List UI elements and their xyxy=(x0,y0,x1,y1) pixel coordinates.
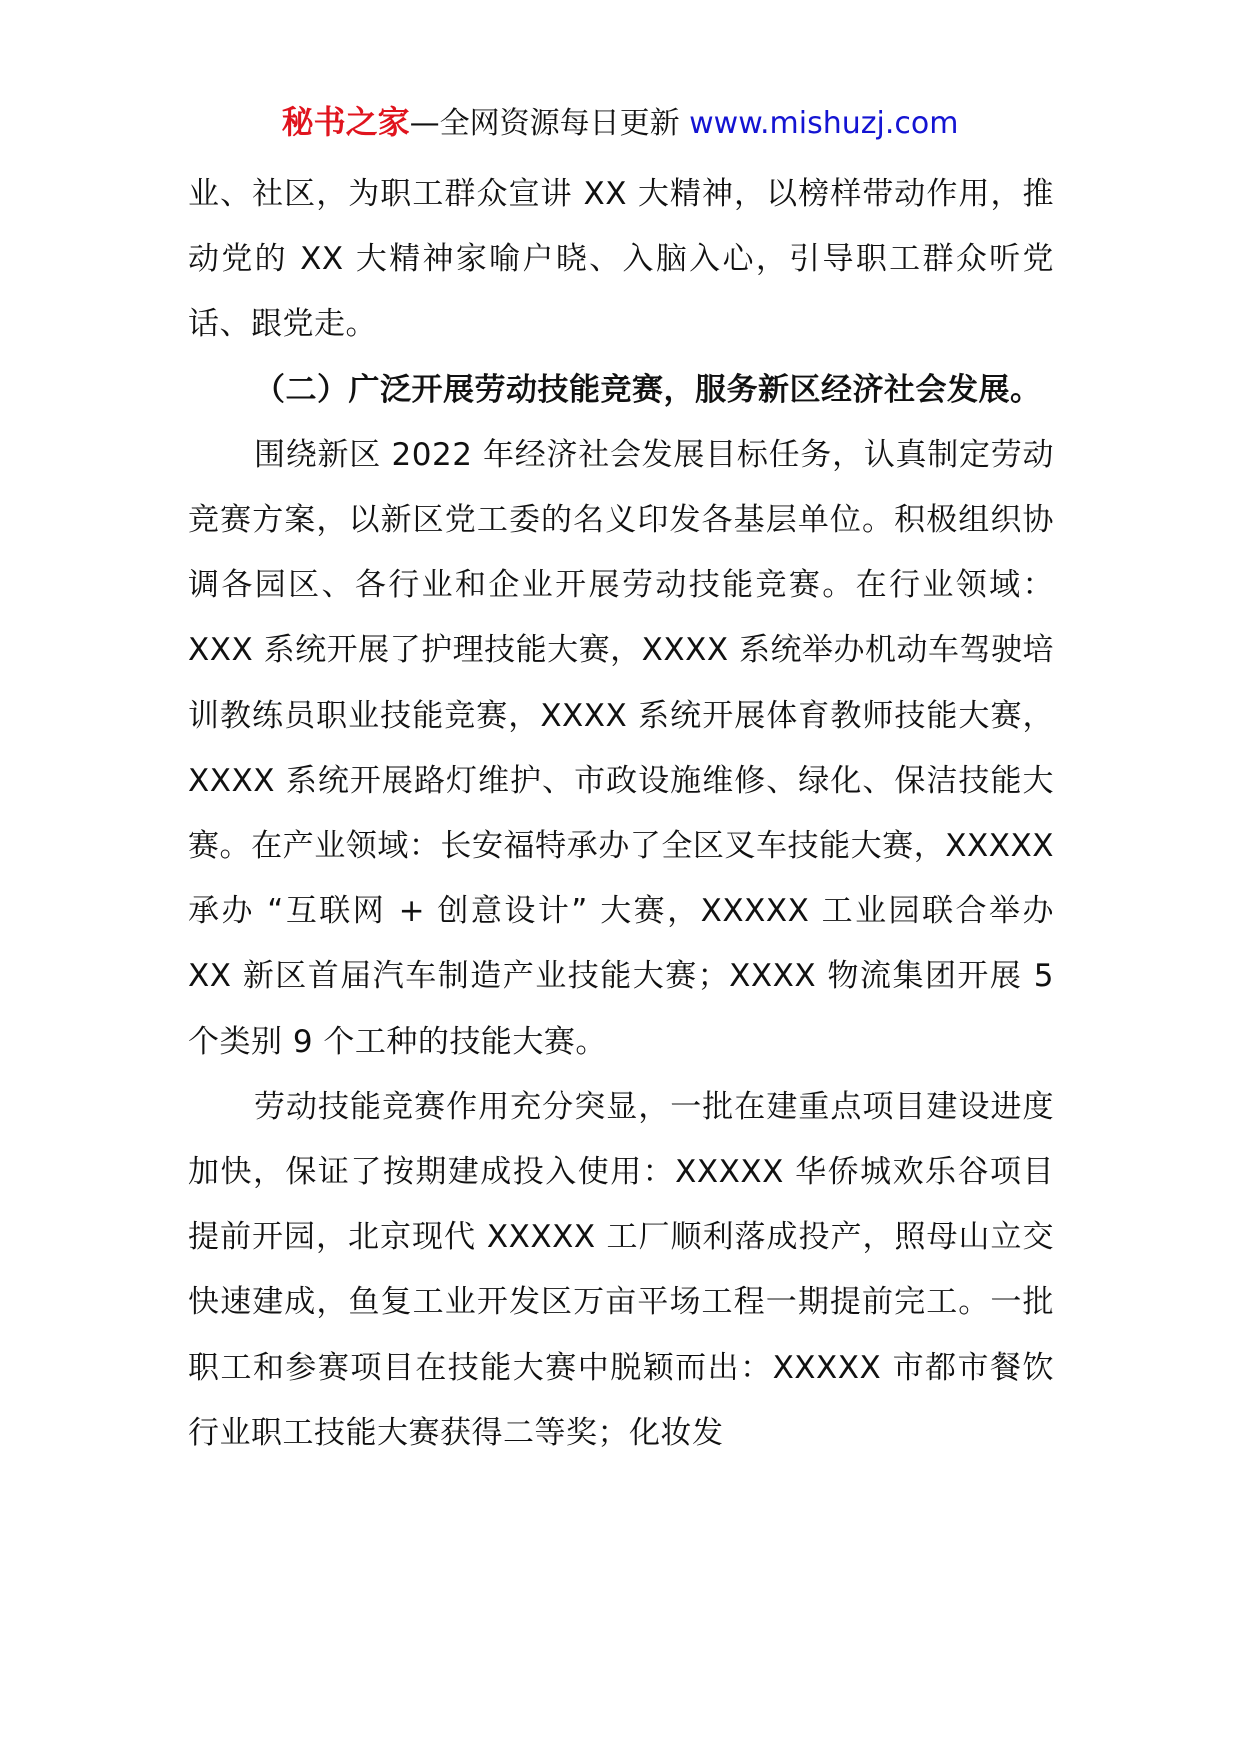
section-heading: （二）广泛开展劳动技能竞赛，服务新区经济社会发展。 xyxy=(254,371,1042,408)
paragraph-continuation: 业、社区，为职工群众宣讲 XX 大精神，以榜样带动作用，推动党的 XX 大精神家喻户晓、入脑入心，引导职工群众听党话、跟党走。 xyxy=(188,176,1054,343)
site-header xyxy=(0,100,1240,146)
document-body xyxy=(188,162,1054,1466)
site-url-link[interactable]: www.mishuzj.com xyxy=(689,106,959,141)
brand-name: 秘书之家 xyxy=(281,103,410,141)
paragraph-competitions: 围绕新区 2022 年经济社会发展目标任务，认真制定劳动竞赛方案，以新区党工委的名义印发各基层单位。积极组织协调各园区、各行业和企业开展劳动技能竞赛。在行业领域：XXX 系统开展了护理技能大赛，XXXX 系统举办机动车驾驶培训教练员职业技能竞赛，XXXX 系统开展体育教师技能大赛，XXXX 系统开展路灯维护、市政设施维修、绿化、保洁技能大赛。在产业领域：长安福特承办了全区叉车技能大赛，XXXXX 承办 “互联网 + 创意设计” 大赛，XXXXX 工业园联合举办 XX 新区首届汽车制造产业技能大赛；XXXX 物流集团开展 5 个类别 9 个工种的技能大赛。 xyxy=(188,436,1054,1060)
paragraph-results: 劳动技能竞赛作用充分突显，一批在建重点项目建设进度加快，保证了按期建成投入使用：XXXXX 华侨城欢乐谷项目提前开园，北京现代 XXXXX 工厂顺利落成投产，照母山立交快速建成，鱼复工业开发区万亩平场工程一期提前完工。一批职工和参赛项目在技能大赛中脱颖而出：XXXXX 市都市餐饮行业职工技能大赛获得二等奖；化妆发 xyxy=(188,1088,1054,1451)
header-tagline: —全网资源每日更新 xyxy=(409,106,690,141)
